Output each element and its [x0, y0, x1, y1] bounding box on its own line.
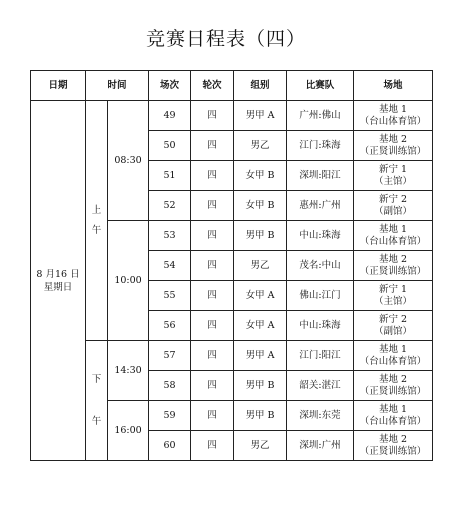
teams: 江门:阳江 — [287, 341, 354, 371]
header-row — [31, 71, 433, 101]
group: 女甲 A — [234, 281, 287, 311]
header-match: 场次 — [149, 71, 191, 101]
group: 男乙 — [234, 431, 287, 461]
teams: 深圳:广州 — [287, 431, 354, 461]
group: 男甲 A — [234, 341, 287, 371]
header-date: 日期 — [31, 71, 86, 101]
match-no: 53 — [149, 221, 191, 251]
teams: 中山:珠海 — [287, 221, 354, 251]
venue: 新宁 1 （主馆） — [354, 161, 433, 191]
venue: 基地 1 （台山体育馆） — [354, 401, 433, 431]
venue: 基地 2 （正贤训练馆） — [354, 251, 433, 281]
group: 女甲 B — [234, 191, 287, 221]
teams: 中山:珠海 — [287, 311, 354, 341]
header-round: 轮次 — [191, 71, 234, 101]
round: 四 — [191, 251, 234, 281]
header-time: 时间 — [86, 71, 149, 101]
teams: 韶关:湛江 — [287, 371, 354, 401]
group: 男乙 — [234, 251, 287, 281]
venue: 基地 2 （正贤训练馆） — [354, 371, 433, 401]
group: 男甲 B — [234, 401, 287, 431]
round: 四 — [191, 281, 234, 311]
match-no: 57 — [149, 341, 191, 371]
match-no: 58 — [149, 371, 191, 401]
match-no: 50 — [149, 131, 191, 161]
match-no: 54 — [149, 251, 191, 281]
round: 四 — [191, 341, 234, 371]
group: 女甲 A — [234, 311, 287, 341]
time-slot: 14:30 — [108, 341, 149, 401]
venue: 基地 1 （台山体育馆） — [354, 101, 433, 131]
teams: 茂名:中山 — [287, 251, 354, 281]
venue: 基地 1 （台山体育馆） — [354, 221, 433, 251]
venue: 基地 2 （正贤训练馆） — [354, 431, 433, 461]
match-no: 52 — [149, 191, 191, 221]
group: 男甲 B — [234, 221, 287, 251]
group: 女甲 B — [234, 161, 287, 191]
schedule-table — [30, 70, 433, 461]
round: 四 — [191, 101, 234, 131]
time-slot: 10:00 — [108, 221, 149, 341]
page-title: 竞赛日程表（四） — [145, 28, 306, 50]
group: 男甲 B — [234, 371, 287, 401]
round: 四 — [191, 161, 234, 191]
match-no: 55 — [149, 281, 191, 311]
venue: 基地 1 （台山体育馆） — [354, 341, 433, 371]
round: 四 — [191, 221, 234, 251]
teams: 江门:珠海 — [287, 131, 354, 161]
table-row — [31, 101, 433, 131]
header-group: 组别 — [234, 71, 287, 101]
pm-label-2: 午 — [91, 415, 102, 427]
venue: 新宁 2 （副馆） — [354, 191, 433, 221]
header-teams: 比赛队 — [287, 71, 354, 101]
table-row — [31, 341, 433, 371]
pm-cell — [86, 341, 108, 461]
match-no: 49 — [149, 101, 191, 131]
weekday-text: 星期日 — [43, 281, 73, 293]
round: 四 — [191, 131, 234, 161]
group: 男甲 A — [234, 101, 287, 131]
teams: 深圳:东莞 — [287, 401, 354, 431]
round: 四 — [191, 431, 234, 461]
date-cell — [31, 101, 86, 461]
group: 男乙 — [234, 131, 287, 161]
match-no: 59 — [149, 401, 191, 431]
match-no: 60 — [149, 431, 191, 461]
venue: 基地 2 （正贤训练馆） — [354, 131, 433, 161]
round: 四 — [191, 311, 234, 341]
am-label-1: 上 — [91, 204, 102, 216]
time-slot: 08:30 — [108, 101, 149, 221]
pm-label-1: 下 — [91, 373, 102, 385]
teams: 惠州:广州 — [287, 191, 354, 221]
header-venue: 场地 — [354, 71, 433, 101]
date-text: 8 月16 日 — [36, 268, 80, 280]
teams: 广州:佛山 — [287, 101, 354, 131]
round: 四 — [191, 191, 234, 221]
round: 四 — [191, 401, 234, 431]
venue: 新宁 1 （主馆） — [354, 281, 433, 311]
am-label-2: 午 — [91, 224, 102, 236]
match-no: 56 — [149, 311, 191, 341]
venue: 新宁 2 （副馆） — [354, 311, 433, 341]
round: 四 — [191, 371, 234, 401]
am-cell — [86, 101, 108, 341]
time-slot: 16:00 — [108, 401, 149, 461]
match-no: 51 — [149, 161, 191, 191]
teams: 佛山:江门 — [287, 281, 354, 311]
teams: 深圳:阳江 — [287, 161, 354, 191]
